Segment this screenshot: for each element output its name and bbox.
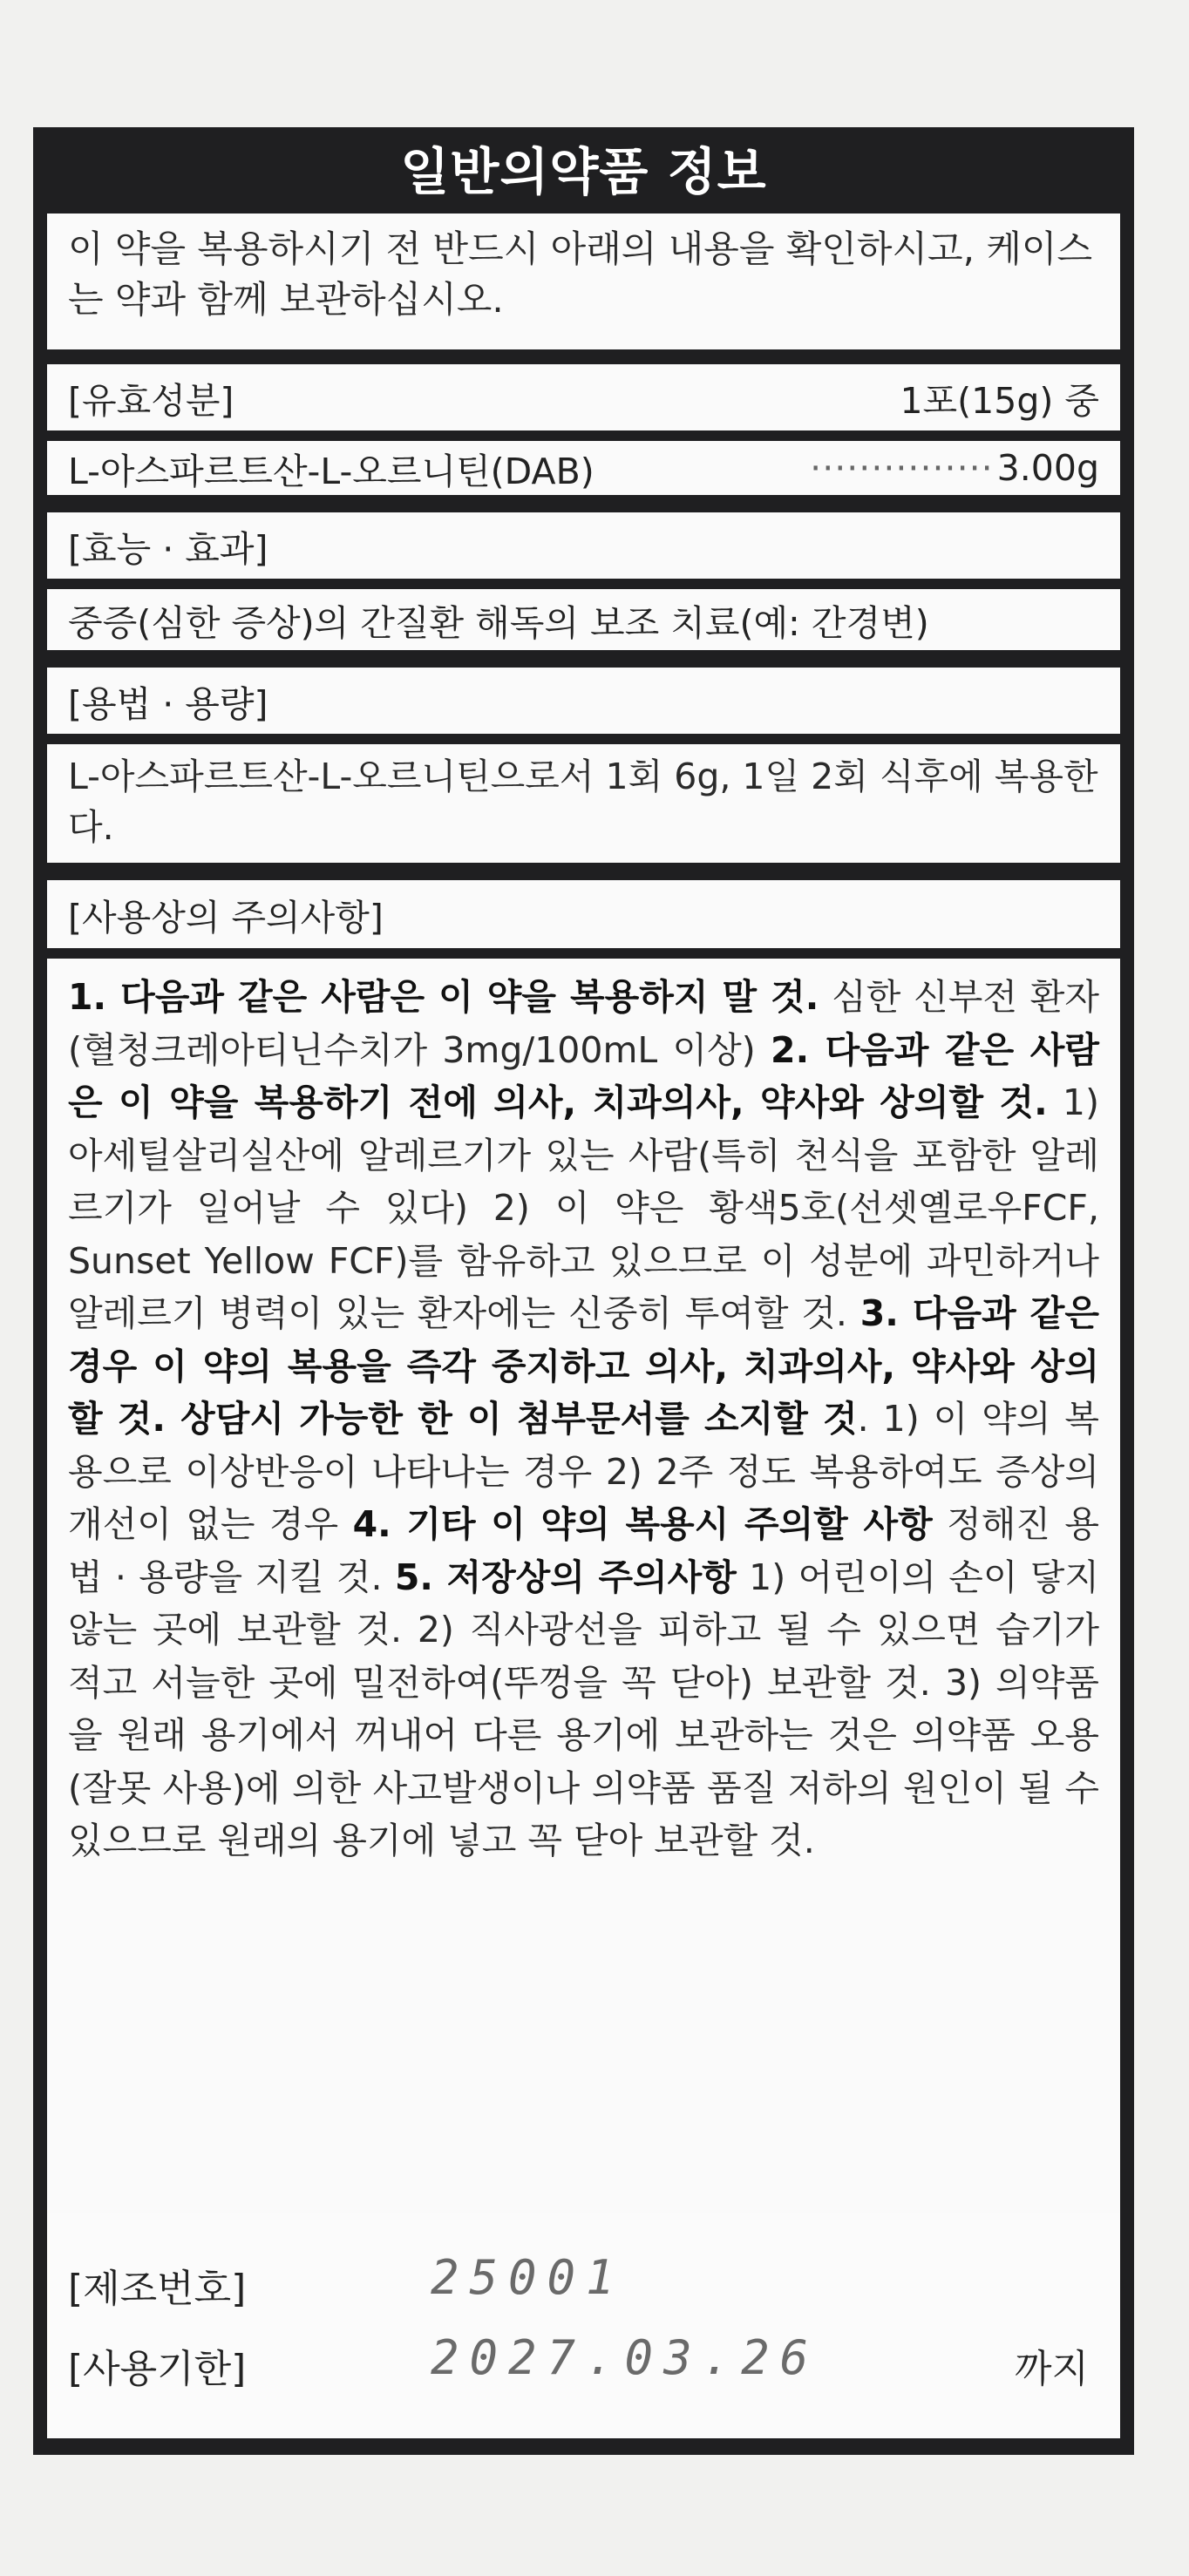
- precautions-text: [47, 959, 1120, 1868]
- precautions-header-box: [47, 880, 1120, 948]
- precautions-text-box: [47, 959, 1120, 2238]
- intro-text: 이 약을 복용하시기 전 반드시 아래의 내용을 확인하시고, 케이스는 약과 함께 보관하십시오.: [68, 227, 1093, 321]
- precaution-3-text: . 1) 이 약의 복용으로 이상반응이 나타나는 경우 2) 2주 정도 복용하여도 증상의 개선이 없는 경우: [68, 1398, 1100, 1545]
- precaution-1-text: 심한 신부전 환자(혈청크레아티닌수치가 3mg/100mL 이상): [68, 976, 1099, 1071]
- precaution-4-text: 정해진 용법 · 용량을 지킬 것.: [68, 1503, 1100, 1598]
- ingredients-row-box: [47, 441, 1120, 495]
- ingredient-name: L-아스파르트산-L-오르니틴(DAB): [68, 450, 594, 492]
- ingredients-header: [유효성분]: [68, 379, 234, 422]
- precaution-5-text: 1) 어린이의 손이 닿지 않는 곳에 보관할 것. 2) 직사광선을 피하고 될 수 있으면 습기가 적고 서늘한 곳에 밀전하여(뚜껑을 꼭 닫아) 보관할 것. 3) 의약품을 원래 용기에서 꺼내어 다른 용기에 보관하는 것은 의약품 오용(잘못 사용)에 의한 사고발생이나 의약품 품질 저하의 원인이 될 수 있으므로 원래의 용기에 넣고 꼭 닫아 보관할 것.: [68, 1556, 1100, 1861]
- efficacy-text-box: [47, 589, 1120, 650]
- panel-title: 일반의약품 정보: [400, 142, 767, 201]
- precaution-3-heading: 3. 다음과 같은 경우 이 약의 복용을 즉각 중지하고 의사, 치과의사, 약사와 상의할 것. 상담시 가능한 한 이 첨부문서를 소지할 것: [68, 1292, 1099, 1440]
- precaution-2-text: 1) 아세틸살리실산에 알레르기가 있는 사람(특히 천식을 포함한 알레르기가 일어날 수 있다) 2) 이 약은 황색5호(선셋옐로우FCF, Sunset Yellow FCF)를 함유하고 있으므로 이 성분에 과민하거나 알레르기 병력이 있는 환자에는 신중히 투여할 것.: [68, 1081, 1099, 1334]
- dosage-text-box: [47, 744, 1120, 863]
- precaution-1-heading: 1. 다음과 같은 사람은 이 약을 복용하지 말 것.: [68, 976, 819, 1018]
- ingredient-dots: ···············: [810, 447, 994, 489]
- dosage-text: L-아스파르트산-L-오르니틴으로서 1회 6g, 1일 2회 식후에 복용한다.: [68, 756, 1098, 848]
- precaution-2-heading: 2. 다음과 같은 사람은 이 약을 복용하기 전에 의사, 치과의사, 약사와 상의할 것.: [68, 1028, 1099, 1123]
- dosage-header-box: [47, 668, 1120, 734]
- intro-box: [47, 214, 1120, 349]
- expiry-label: [사용기한]: [68, 2347, 247, 2391]
- expiry-date: 2027.03.26: [431, 2330, 819, 2385]
- ingredients-per-pack: 1포(15g) 중: [900, 379, 1099, 422]
- efficacy-header: [효능 · 효과]: [68, 527, 268, 570]
- dosage-header: [용법 · 용량]: [68, 682, 268, 725]
- ingredients-header-box: [47, 364, 1120, 430]
- precaution-5-heading: 5. 저장상의 주의사항: [394, 1556, 737, 1598]
- lot-expiry-box: [47, 2213, 1120, 2438]
- efficacy-header-box: [47, 512, 1120, 579]
- lot-number: 25001: [431, 2250, 625, 2305]
- drug-info-panel: [33, 127, 1134, 2455]
- precaution-4-heading: 4. 기타 이 약의 복용시 주의할 사항: [352, 1503, 933, 1545]
- efficacy-text: 중증(심한 증상)의 간질환 해독의 보조 치료(예: 간경변): [68, 601, 929, 644]
- precautions-header: [사용상의 주의사항]: [68, 896, 384, 939]
- expiry-suffix: 까지: [1015, 2347, 1090, 2391]
- ingredient-amount: 3.00g: [996, 447, 1099, 489]
- lot-label: [제조번호]: [68, 2267, 247, 2311]
